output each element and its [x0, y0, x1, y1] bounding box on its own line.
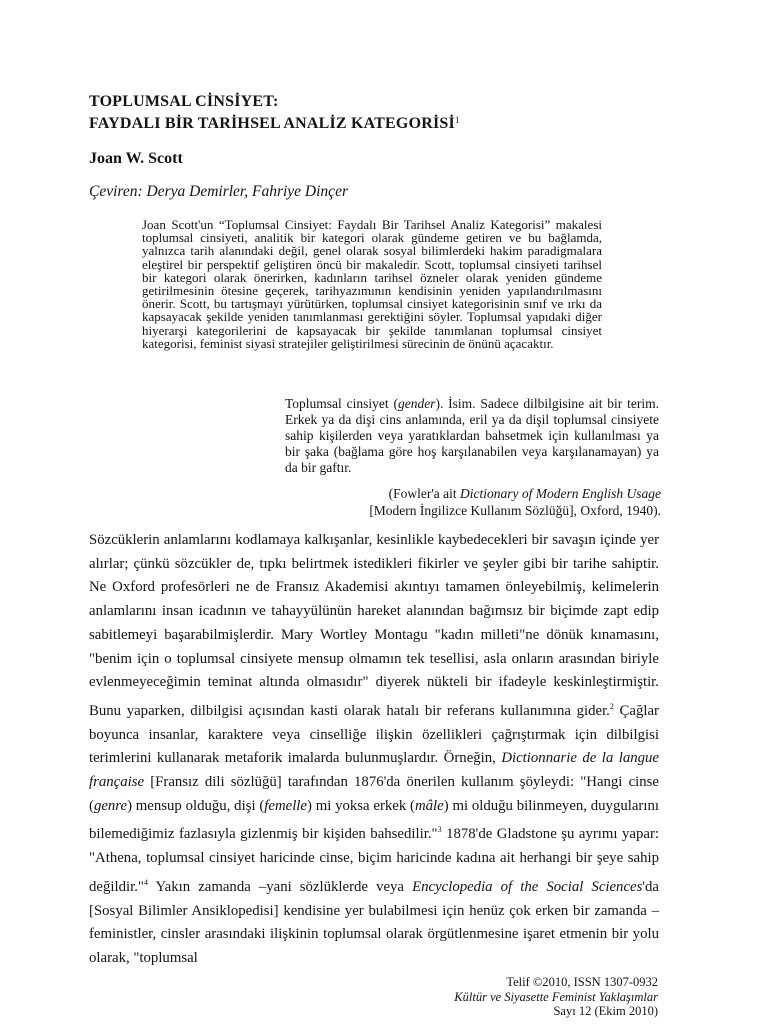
title-line-1: TOPLUMSAL CİNSİYET: — [89, 93, 279, 110]
body-text — [89, 529, 659, 971]
body-text-segment-4: ) mensup olduğu, dişi ( — [127, 797, 265, 814]
body-text-segment-1: Sözcüklerin anlamlarını kodlamaya kalkışanlar, kesinlikle kaybedecekleri bir savaşın içinde yer alırlar; çünkü sözcükler de, tıpkı belirtmek istedikleri fikirler ve şeyler gibi bir tarihe sahiptir. Ne Oxford profesörleri ne de Fransız Akademisi akıntıyı tamamen önleyebilmiş, kelimelerin anlamlarını insan icadının ve tahayyülünün hareket alanından bağımsız bir biçimde zapt edip sabitlemeyi başarabilmişlerdir. Mary Wortley Montagu "kadın milleti"ne dönük kınamasını, "benim için o toplumsal cinsiyete mensup olmamın tek tesellisi, asla onların arasından biriyle evlenmeyeceğimin teminat altında olmasıdır" diyerek nükteli bir ifadeyle keskinleştirmiştir. Bunu yaparken, dilbilgisi açısından kasti olarak hatalı bir referans kullanımına gider. — [89, 532, 659, 719]
title-line-2 — [89, 111, 689, 133]
footer-journal-name: Kültür ve Siyasette Feminist Yaklaşımlar — [454, 989, 658, 1004]
body-text-segment-2: Çağlar boyunca insanlar, karaktere veya cinselliğe ilişkin özellikleri çağrıştırmak için dilbilgisi terimlerini kullanarak metaforik imalarda bulunmuşlardır. Örneğin, — [89, 702, 659, 767]
title-footnote-mark[interactable]: 1 — [454, 115, 460, 125]
dictionary-title: Dictionnarie de la langue française — [89, 750, 659, 791]
epigraph-source-prefix: (Fowler'a ait — [388, 486, 461, 501]
epigraph — [285, 396, 661, 518]
epigraph-source-line-2: [Modern İngilizce Kullanım Sözlüğü], Oxford, 1940). — [369, 503, 661, 518]
word-male: mâle — [414, 797, 444, 814]
epigraph-text-part1: Toplumsal cinsiyet ( — [285, 396, 398, 411]
body-text-segment-9: 'da [Sosyal Bilimler Ansiklopedisi] kendisine yer bulabilmesi için henüz çok erken bir zamanda –feministler, cinsler arasındaki ilişkinin toplumsal olarak örgütlenmesine işaret etmenin bir yolu olarak, "toplumsal — [89, 878, 659, 966]
epigraph-source — [331, 485, 661, 519]
body-text-segment-6: ) mi olduğu bilinmeyen, duygularını bilemediğimiz fazlasıyla gizlenmiş bir kişiden bahsedilir." — [89, 797, 659, 843]
body-text-segment-8: Yakın zamanda –yani sözlüklerde veya — [147, 878, 413, 895]
word-genre: genre — [93, 797, 128, 814]
encyclopedia-title: Encyclopedia of the Social Sciences — [412, 878, 643, 895]
epigraph-text-part2: ). İsim. Sadece dilbilgisine ait bir terim. Erkek ya da dişi cins anlamında, eril ya da dişil toplumsal cinsiyete sahip kişilerden veya yaratıklardan bahsetmek için kullanılması ya bir şaka (bağlama göre hoş karşılanabilen veya karşılanamayan) ya da bir gaftır. — [285, 396, 659, 475]
epigraph-source-title: Dictionary of Modern English Usage — [460, 486, 661, 501]
title-line-2-text: FAYDALI BİR TARİHSEL ANALİZ KATEGORİSİ — [89, 115, 455, 132]
epigraph-text — [285, 396, 659, 476]
footnote-ref-3[interactable]: 3 — [437, 825, 442, 835]
translators-line: Çeviren: Derya Demirler, Fahriye Dinçer — [89, 183, 348, 200]
footer-issue: Sayı 12 (Ekim 2010) — [553, 1004, 658, 1018]
footer-copyright: Telif ©2010, ISSN 1307-0932 — [506, 975, 658, 989]
abstract-paragraph: Joan Scott'un “Toplumsal Cinsiyet: Faydalı Bir Tarihsel Analiz Kategorisi” makalesi toplumsal cinsiyeti, analitik bir kategori olarak gündeme getiren ve bu bağlamda, yalnızca tarih alanındaki değil, genel olarak sosyal bilimlerdeki hakim paradigmalara eleştirel bir perspektif geliştiren öncü bir makaledir. Scott, toplumsal cinsiyeti tarihsel bir kategori olarak önerirken, kadınların tarihsel özneler olarak yeniden gündeme getirilmesinin ötesine geçerek, tarihyazımının kendisinin yeniden yapılandırılmasını önerir. Scott, bu tartışmayı yürütürken, toplumsal cinsiyet kategorisinin sınıf ve ırkı da kapsayacak şekilde yeniden tanımlanması gerektiğini söyler. Toplumsal yapıdaki diğer hiyerarşi kategorilerini de kapsayacak bir şekilde tanımlanan toplumsal cinsiyet kategorisi, feminist siyasi stratejiler geliştirilmesi sürecinin de önünü açacaktır. — [142, 217, 602, 351]
body-text-segment-5: ) mi yoksa erkek ( — [307, 797, 415, 814]
page-footer — [258, 975, 658, 1019]
footnote-ref-4[interactable]: 4 — [143, 877, 148, 887]
body-text-segment-3: [Fransız dili sözlüğü] tarafından 1876'da önerilen kullanım şöyleydi: "Hangi cinse ( — [89, 774, 659, 814]
epigraph-gender-word: gender — [397, 396, 436, 411]
body-text-segment-7: 1878'de Gladstone şu ayrımı yapar: "Athena, toplumsal cinsiyet haricinde cinse, biçim haricinde kadına ait herhangi bir şeye sahip değildir." — [89, 826, 659, 895]
article-title — [89, 93, 689, 133]
epigraph-source-line-1 — [331, 485, 661, 502]
word-femelle: femelle — [264, 797, 307, 814]
footnote-ref-2[interactable]: 2 — [609, 701, 614, 711]
body-paragraph — [89, 529, 659, 971]
author-name: Joan W. Scott — [89, 150, 183, 167]
